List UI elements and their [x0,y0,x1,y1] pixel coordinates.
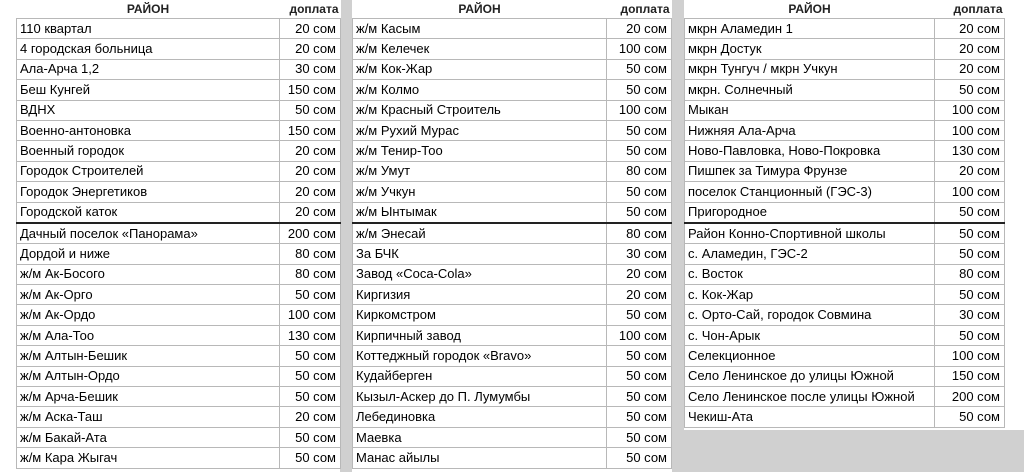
table-row [685,100,1005,120]
district-name: Киркомстром [353,305,607,325]
table-row [685,120,1005,140]
table-row [353,325,672,345]
header-district: РАЙОН [17,0,280,19]
surcharge-amount: 50 сом [607,305,672,325]
surcharge-amount: 20 сом [280,161,341,181]
district-name: Беш Кунгей [17,80,280,100]
district-name: Военный городок [17,141,280,161]
surcharge-amount: 100 сом [280,305,341,325]
table-row [17,387,341,407]
table-row [17,448,341,468]
district-name: ж/м Энесай [353,223,607,244]
surcharge-amount: 50 сом [935,223,1005,244]
district-name: Село Ленинское после улицы Южной [685,387,935,407]
header-surcharge: доплата [607,0,672,19]
table-row [17,59,341,79]
surcharge-amount: 100 сом [607,39,672,59]
table-row [17,305,341,325]
district-name: ж/м Колмо [353,80,607,100]
table-row [17,325,341,345]
table-row [353,285,672,305]
district-name: Городской каток [17,202,280,223]
table-row [353,387,672,407]
district-column-1 [16,0,341,469]
district-name: мкрн Аламедин 1 [685,19,935,39]
table-row [685,223,1005,244]
table-row [685,407,1005,427]
surcharge-amount: 50 сом [607,182,672,202]
district-name: ж/м Тенир-Тоо [353,141,607,161]
district-name: ж/м Рухий Мурас [353,120,607,140]
table-row [353,448,672,468]
surcharge-amount: 80 сом [607,161,672,181]
surcharge-amount: 20 сом [607,19,672,39]
surcharge-amount: 50 сом [607,448,672,468]
surcharge-amount: 100 сом [607,100,672,120]
district-name: Завод «Coca-Cola» [353,264,607,284]
surcharge-amount: 150 сом [280,80,341,100]
table-row [17,202,341,223]
district-table-2 [352,0,672,469]
surcharge-amount: 100 сом [935,120,1005,140]
surcharge-amount: 50 сом [607,59,672,79]
surcharge-amount: 50 сом [280,285,341,305]
table-row [353,100,672,120]
table-row [17,407,341,427]
district-name: Селекционное [685,346,935,366]
surcharge-amount: 50 сом [280,448,341,468]
table-row [17,141,341,161]
surcharge-amount: 130 сом [280,325,341,345]
surcharge-amount: 50 сом [280,346,341,366]
district-name: ж/м Келечек [353,39,607,59]
column-separator [672,0,684,472]
surcharge-amount: 20 сом [280,182,341,202]
surcharge-amount: 80 сом [280,244,341,264]
table-row [17,161,341,181]
surcharge-amount: 30 сом [280,59,341,79]
surcharge-amount: 50 сом [935,202,1005,223]
district-name: с. Кок-Жар [685,285,935,305]
district-name: ж/м Бакай-Ата [17,427,280,447]
district-name: Чекиш-Ата [685,407,935,427]
surcharge-amount: 50 сом [935,407,1005,427]
table-row [353,59,672,79]
table-row [353,80,672,100]
district-name: Нижняя Ала-Арча [685,120,935,140]
surcharge-amount: 20 сом [935,59,1005,79]
table-row [17,285,341,305]
district-name: За БЧК [353,244,607,264]
table-row [685,182,1005,202]
district-name: Ала-Арча 1,2 [17,59,280,79]
surcharge-amount: 50 сом [607,427,672,447]
district-table-3 [684,0,1005,428]
header-surcharge: доплата [935,0,1005,19]
header-district: РАЙОН [353,0,607,19]
surcharge-amount: 150 сом [935,366,1005,386]
header-surcharge: доплата [280,0,341,19]
district-name: ж/м Кок-Жар [353,59,607,79]
district-name: Ново-Павловка, Ново-Покровка [685,141,935,161]
table-row [353,264,672,284]
table-row [17,182,341,202]
district-name: мкрн. Солнечный [685,80,935,100]
district-column-3 [684,0,1005,428]
table-row [353,346,672,366]
district-name: мкрн Достук [685,39,935,59]
table-row [17,264,341,284]
district-name: ж/м Арча-Бешик [17,387,280,407]
district-name: мкрн Тунгуч / мкрн Учкун [685,59,935,79]
surcharge-amount: 20 сом [280,202,341,223]
district-name: Мыкан [685,100,935,120]
surcharge-amount: 50 сом [280,387,341,407]
table-row [353,182,672,202]
district-name: ж/м Красный Строитель [353,100,607,120]
district-name: ж/м Ак-Ордо [17,305,280,325]
table-row [685,387,1005,407]
district-name: ж/м Ынтымак [353,202,607,223]
surcharge-amount: 50 сом [607,80,672,100]
surcharge-amount: 20 сом [935,19,1005,39]
surcharge-amount: 50 сом [935,80,1005,100]
district-name: Киргизия [353,285,607,305]
surcharge-amount: 50 сом [607,202,672,223]
surcharge-amount: 20 сом [280,19,341,39]
surcharge-amount: 100 сом [935,182,1005,202]
table-row [353,407,672,427]
table-row [685,80,1005,100]
table-row [353,427,672,447]
district-name: с. Восток [685,264,935,284]
district-name: Кирпичный завод [353,325,607,345]
surcharge-amount: 20 сом [607,285,672,305]
surcharge-amount: 50 сом [935,325,1005,345]
district-name: ж/м Аска-Таш [17,407,280,427]
district-name: ж/м Алтын-Ордо [17,366,280,386]
district-name: Дордой и ниже [17,244,280,264]
table-row [17,366,341,386]
surcharge-amount: 100 сом [607,325,672,345]
table-row [353,305,672,325]
surcharge-amount: 50 сом [607,407,672,427]
district-name: Коттеджный городок «Bravo» [353,346,607,366]
district-table-1 [16,0,341,469]
district-name: Пишпек за Тимура Фрунзе [685,161,935,181]
surcharge-amount: 100 сом [935,346,1005,366]
district-name: ж/м Ала-Тоо [17,325,280,345]
surcharge-amount: 50 сом [935,285,1005,305]
table-row [685,346,1005,366]
surcharge-amount: 50 сом [607,387,672,407]
table-row [353,202,672,223]
district-name: 110 квартал [17,19,280,39]
district-name: ж/м Алтын-Бешик [17,346,280,366]
surcharge-amount: 150 сом [280,120,341,140]
surcharge-amount: 100 сом [935,100,1005,120]
surcharge-amount: 200 сом [280,223,341,244]
surcharge-amount: 50 сом [935,244,1005,264]
district-name: Дачный поселок «Панорама» [17,223,280,244]
table-row [685,325,1005,345]
district-name: Городок Энергетиков [17,182,280,202]
table-row [685,141,1005,161]
table-row [353,161,672,181]
table-row [353,244,672,264]
empty-area [684,430,1024,472]
district-name: Село Ленинское до улицы Южной [685,366,935,386]
district-name: поселок Станционный (ГЭС-3) [685,182,935,202]
surcharge-amount: 20 сом [935,39,1005,59]
table-row [353,120,672,140]
surcharge-amount: 80 сом [607,223,672,244]
surcharge-amount: 20 сом [935,161,1005,181]
table-row [685,19,1005,39]
surcharge-amount: 20 сом [607,264,672,284]
district-name: с. Чон-Арык [685,325,935,345]
table-row [685,366,1005,386]
surcharge-amount: 50 сом [607,120,672,140]
surcharge-amount: 130 сом [935,141,1005,161]
district-name: Район Конно-Спортивной школы [685,223,935,244]
table-row [17,19,341,39]
district-name: Маевка [353,427,607,447]
district-name: Военно-антоновка [17,120,280,140]
surcharge-amount: 50 сом [280,100,341,120]
table-row [685,264,1005,284]
district-column-2 [352,0,672,469]
table-row [17,100,341,120]
district-name: ВДНХ [17,100,280,120]
table-row [685,202,1005,223]
surcharge-amount: 20 сом [280,39,341,59]
table-row [685,59,1005,79]
table-row [17,346,341,366]
table-row [17,39,341,59]
table-row [353,39,672,59]
table-row [17,223,341,244]
table-row [685,305,1005,325]
surcharge-amount: 80 сом [935,264,1005,284]
table-row [353,366,672,386]
table-row [685,285,1005,305]
district-name: с. Аламедин, ГЭС-2 [685,244,935,264]
header-district: РАЙОН [685,0,935,19]
district-name: ж/м Учкун [353,182,607,202]
surcharge-amount: 50 сом [280,427,341,447]
surcharge-amount: 30 сом [607,244,672,264]
table-row [17,427,341,447]
surcharge-amount: 80 сом [280,264,341,284]
surcharge-amount: 200 сом [935,387,1005,407]
table-row [685,39,1005,59]
district-name: 4 городская больница [17,39,280,59]
district-name: Кудайберген [353,366,607,386]
district-name: ж/м Ак-Орго [17,285,280,305]
table-row [353,141,672,161]
district-name: с. Орто-Сай, городок Совмина [685,305,935,325]
district-name: ж/м Кара Жыгач [17,448,280,468]
table-row [353,223,672,244]
table-row [17,120,341,140]
district-name: Лебединовка [353,407,607,427]
column-separator [340,0,352,472]
district-name: ж/м Ак-Босого [17,264,280,284]
district-name: ж/м Касым [353,19,607,39]
surcharge-amount: 30 сом [935,305,1005,325]
surcharge-amount: 50 сом [280,366,341,386]
district-name: Городок Строителей [17,161,280,181]
district-name: Кызыл-Аскер до П. Лумумбы [353,387,607,407]
table-row [685,244,1005,264]
surcharge-amount: 50 сом [607,366,672,386]
surcharge-amount: 50 сом [607,346,672,366]
surcharge-amount: 20 сом [280,141,341,161]
table-row [17,80,341,100]
surcharge-amount: 50 сом [607,141,672,161]
table-row [353,19,672,39]
district-name: Пригородное [685,202,935,223]
table-row [17,244,341,264]
district-name: ж/м Умут [353,161,607,181]
district-name: Манас айылы [353,448,607,468]
table-row [685,161,1005,181]
surcharge-amount: 20 сом [280,407,341,427]
